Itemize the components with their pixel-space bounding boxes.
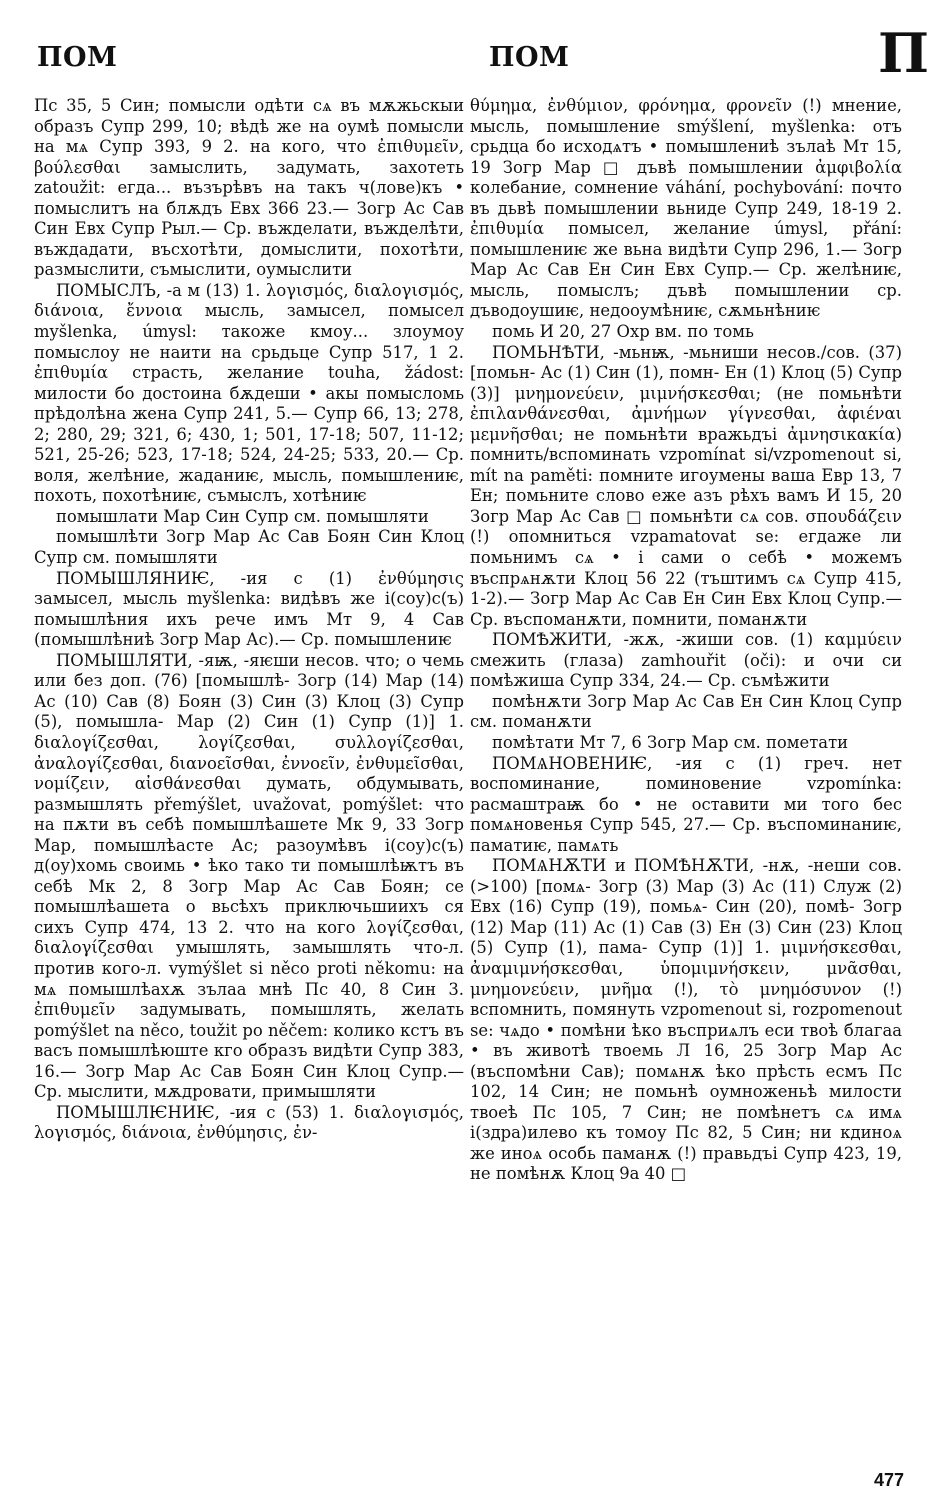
cross-reference-pomyshlati: помышлати Мар Син Супр см. помышляти [56, 506, 429, 526]
left-column [34, 96, 464, 1466]
dictionary-entry-pomneti: ПОМЬНѢТИ, -мьнѭ, -мьниши несов./сов. (37) [помьн- Ас (1) Син (1), помн- Ен (1) Клоц (5) Супр (3)] μνημονεύειν, μιμνήσκεσθαι; (не помьнѣти ἐπιλανθάνεσθαι, ἀμνήμων γίγνεσθαι, ἀφιέναι μεμνῆσθαι; не помьнѣти вражьдъі ἀμνησικακία) помнить/вспоминать vzpomínat si/vzpomenout si, mít na paměti: помните игоумены ваша Евр 13, 7 Ен; помьните слово еже азъ рѣхъ вамъ И 15, 20 Зогр Мар Ас Сав □ помьнѣти сѧ сов. σπουδάζειν (!) опомниться vzpamatovat se: егдаже ли помьнимъ сѧ • і сами о себѣ • можемъ въспрѧнѫти Клоц 56 22 (тъштимъ сѧ Супр 415, 1-2).— Зогр Мар Ас Сав Ен Син Евх Клоц Супр.— Ср. въспоманѫти, помнити, поманѫти [470, 342, 902, 629]
dictionary-entry-pomyshlyati: ПОМЫШЛЯТИ, -яѭ, -яѥши несов. что; о чемь или без доп. (76) [помышлѣ- Зогр (14) Мар (14) Ас (10) Сав (8) Боян (3) Син (3) Клоц (3) Супр (5), помышла- Мар (2) Син (1) Супр (1)] 1. διαλογίζεσθαι, λογίζεσθαι, συλλογίζεσθαι, ἀναλογίζεσθαι, διανοεῖσθαι, ἐννοεῖν, ἐνθυμεῖσθαι, νομίζειν, αἰσθάνεσθαι думать, обдумывать, размышлять přemýšlet, uvažovat, pomýšlet: что на пѫти въ себѣ помышлѣашете Мк 9, 33 Зогр Мар, помышлѣасте Ас; разоумѣвъ і(соу)с(ъ) д(оу)хомь своимь • ѣко тако ти помышлѣѭтъ въ себѣ Мк 2, 8 Зогр Мар Ас Сав Боян; се помышлѣашета о вьсѣхъ приключьшиихъ ся сихъ Супр 474, 13 2. что на кого λογίζεσθαι, διαλογίζεσθαι умышлять, замышлять что-л. против кого-л. vymýšlet si něco proti někomu: на мѧ помышлѣахѫ зълаа мнѣ Пс 40, 8 Син 3. ἐπιθυμεῖν задумывать, помышлять, желать pomýšlet na něco, toužit po něčem: колико кстъ въ васъ помышлѣюште кго образъ видѣти Супр 383, 16.— Зогр Мар Ас Сав Боян Син Клоц Супр.— Ср. мыслити, мѫдровати, примышляти [34, 650, 464, 1102]
dictionary-entry-pomyanuti: ПОМѦНѪТИ и ПОМѢНѪТИ, -нѫ, -неши сов. (>100) [помѧ- Зогр (3) Мар (3) Ас (11) Служ (2) Евх (16) Супр (19), помьѧ- Син (20), помѣ- Зогр (12) Мар (11) Ас (1) Сав (3) Ен (3) Син (23) Клоц (5) Супр (1), пама- Супр (1)] 1. μιμνήσκεσθαι, ἀναμιμνήσκεσθαι, ὑπομιμνήσκειν, μνᾶσθαι, μνημονεύειν, μνῆμα (!), τὸ μνημόσυνον (!) вспомнить, помянуть vzpomenout si, rozpomenout se: чѧдо • помѣни ѣко въсприѧлъ еси твоѣ благаа • въ животѣ твоемь Л 16, 25 Зогр Мар Ас (въспомѣни Сав); помѧнѫ ѣко прѣсть есмъ Пс 102, 14 Син; не помьнѣ оумноженьѣ милости твоеѣ Пс 105, 7 Син; не помѣнетъ сѧ имѧ і(здра)илево къ томоу Пс 82, 5 Син; ни кдиноѧ же иноѧ особь паманѫ (!) правьдъі Супр 423, 19, не помѣнѫ Клоц 9а 40 □ [470, 856, 902, 1184]
dictionary-entry-continuation: θύμημα, ἐνθύμιον, φρόνημα, φρονεῖν (!) мнение, мысль, помышление smýšlení, myšlenka: отъ срьдца бо исходѧтъ • помышлениѣ зълаѣ Мт 15, 19 Зогр Мар □ дъвѣ помышлении ἀμφιβολία колебание, сомнение váhání, pochybování: почто въ дьвѣ помышлении вьниде Супр 249, 18-19 2. ἐπιθυμία помысел, желание úmysl, přání: помышлениѥ же вьна видѣти Супр 296, 1.— Зогр Мар Ас Сав Ен Син Евх Супр.— Ср. желѣниѥ, мысль, помыслъ; дъвѣ помышлении ср. дъводоушиѥ, недооумѣниѥ, сѫмьнѣниѥ [470, 96, 902, 321]
page-number: 477 [874, 1470, 905, 1490]
page-header [0, 0, 950, 100]
dictionary-entry-pomyshlenie: ПОМЫШЛѤНИѤ, -ия с (53) 1. διαλογισμός, λογισμός, διάνοια, ἐνθύμησις, ἐν- [34, 1102, 464, 1143]
cross-reference-pomenuti: помѣнѫти Зогр Мар Ас Сав Ен Син Клоц Супр см. поманѫти [470, 691, 902, 732]
dictionary-entry-pomysl: ПОМЫСЛЪ, -а м (13) 1. λογισμός, διαλογισμός, διάνοια, ἔννοια мысль, замысел, помысел myšlenka, úmysl: такоже кмоу... злоумоу помыслоу не наити на срьдьце Супр 517, 1 2. ἐπιθυμία страсть, желание touha, žádost: милости бо достоина бѫдеши • акы помысломь прѣдолѣна жена Супр 241, 5.— Супр 66, 13; 278, 2; 280, 29; 321, 6; 430, 1; 501, 17-18; 507, 11-12; 521, 25-26; 523, 17-18; 524, 24-25; 533, 20.— Ср. воля, желѣние, жаданиѥ, мысль, помышлениѥ, похоть, похотѣниѥ, съмыслъ, хотѣниѥ [34, 280, 464, 506]
running-head-left: ПОМ [37, 42, 118, 73]
running-head-center: ПОМ [489, 42, 570, 73]
cross-reference-pom: помь И 20, 27 Охр вм. по томь [492, 322, 754, 342]
cross-reference-pomyshleti: помышлѣти Зогр Мар Ас Сав Боян Син Клоц Супр см. помышляти [34, 527, 464, 568]
dictionary-entry-pomyanovenie: ПОМѦНОВЕНИѤ, -ия с (1) греч. нет воспоминание, поминовение vzpomínka: расмаштраѭ бо • не оставити ми того бес помѧновенья Супр 545, 27.— Ср. въспоминаниѥ, паматиѥ, памѧть [470, 753, 902, 855]
right-column [470, 96, 902, 1466]
cross-reference-pometati: помѣтати Мт 7, 6 Зогр Мар см. пометати [492, 732, 849, 752]
dictionary-entry-pomyshlyanie: ПОМЫШЛЯНИѤ, -ия с (1) ἐνθύμησις замысел, мысль myšlenka: видѣвъ же і(соу)с(ъ) помышлѣния ихъ рече имъ Мт 9, 4 Сав (помышлѣниѣ Зогр Мар Ас).— Ср. помышлениѥ [34, 568, 464, 650]
section-letter: П [878, 21, 929, 85]
dictionary-entry-pomezhiti: ПОМѢЖИТИ, -жѫ, -жиши сов. (1) καμμύειν смежить (глаза) zamhouřit (oči): и очи си помѣжиша Супр 334, 24.— Ср. съмѣжити [470, 630, 902, 691]
dictionary-entry-continuation: Пс 35, 5 Син; помысли одѣти сѧ въ мѫжьскыи образъ Супр 299, 10; вѣдѣ же на оумѣ помысли на мѧ Супр 393, 9 2. на кого, что ἐπιθυμεῖν, βούλεσθαι замыслить, задумать, захотеть zatoužit: егда... възърѣвъ на такъ ч(лове)къ • помыслитъ на блѫдъ Евх 366 23.— Зогр Ас Сав Син Евх Супр Рыл.— Ср. въжделати, въжделѣти, въждадати, въсхотѣти, домыслити, похотѣти, размыслити, съмыслити, оумыслити [34, 96, 464, 280]
